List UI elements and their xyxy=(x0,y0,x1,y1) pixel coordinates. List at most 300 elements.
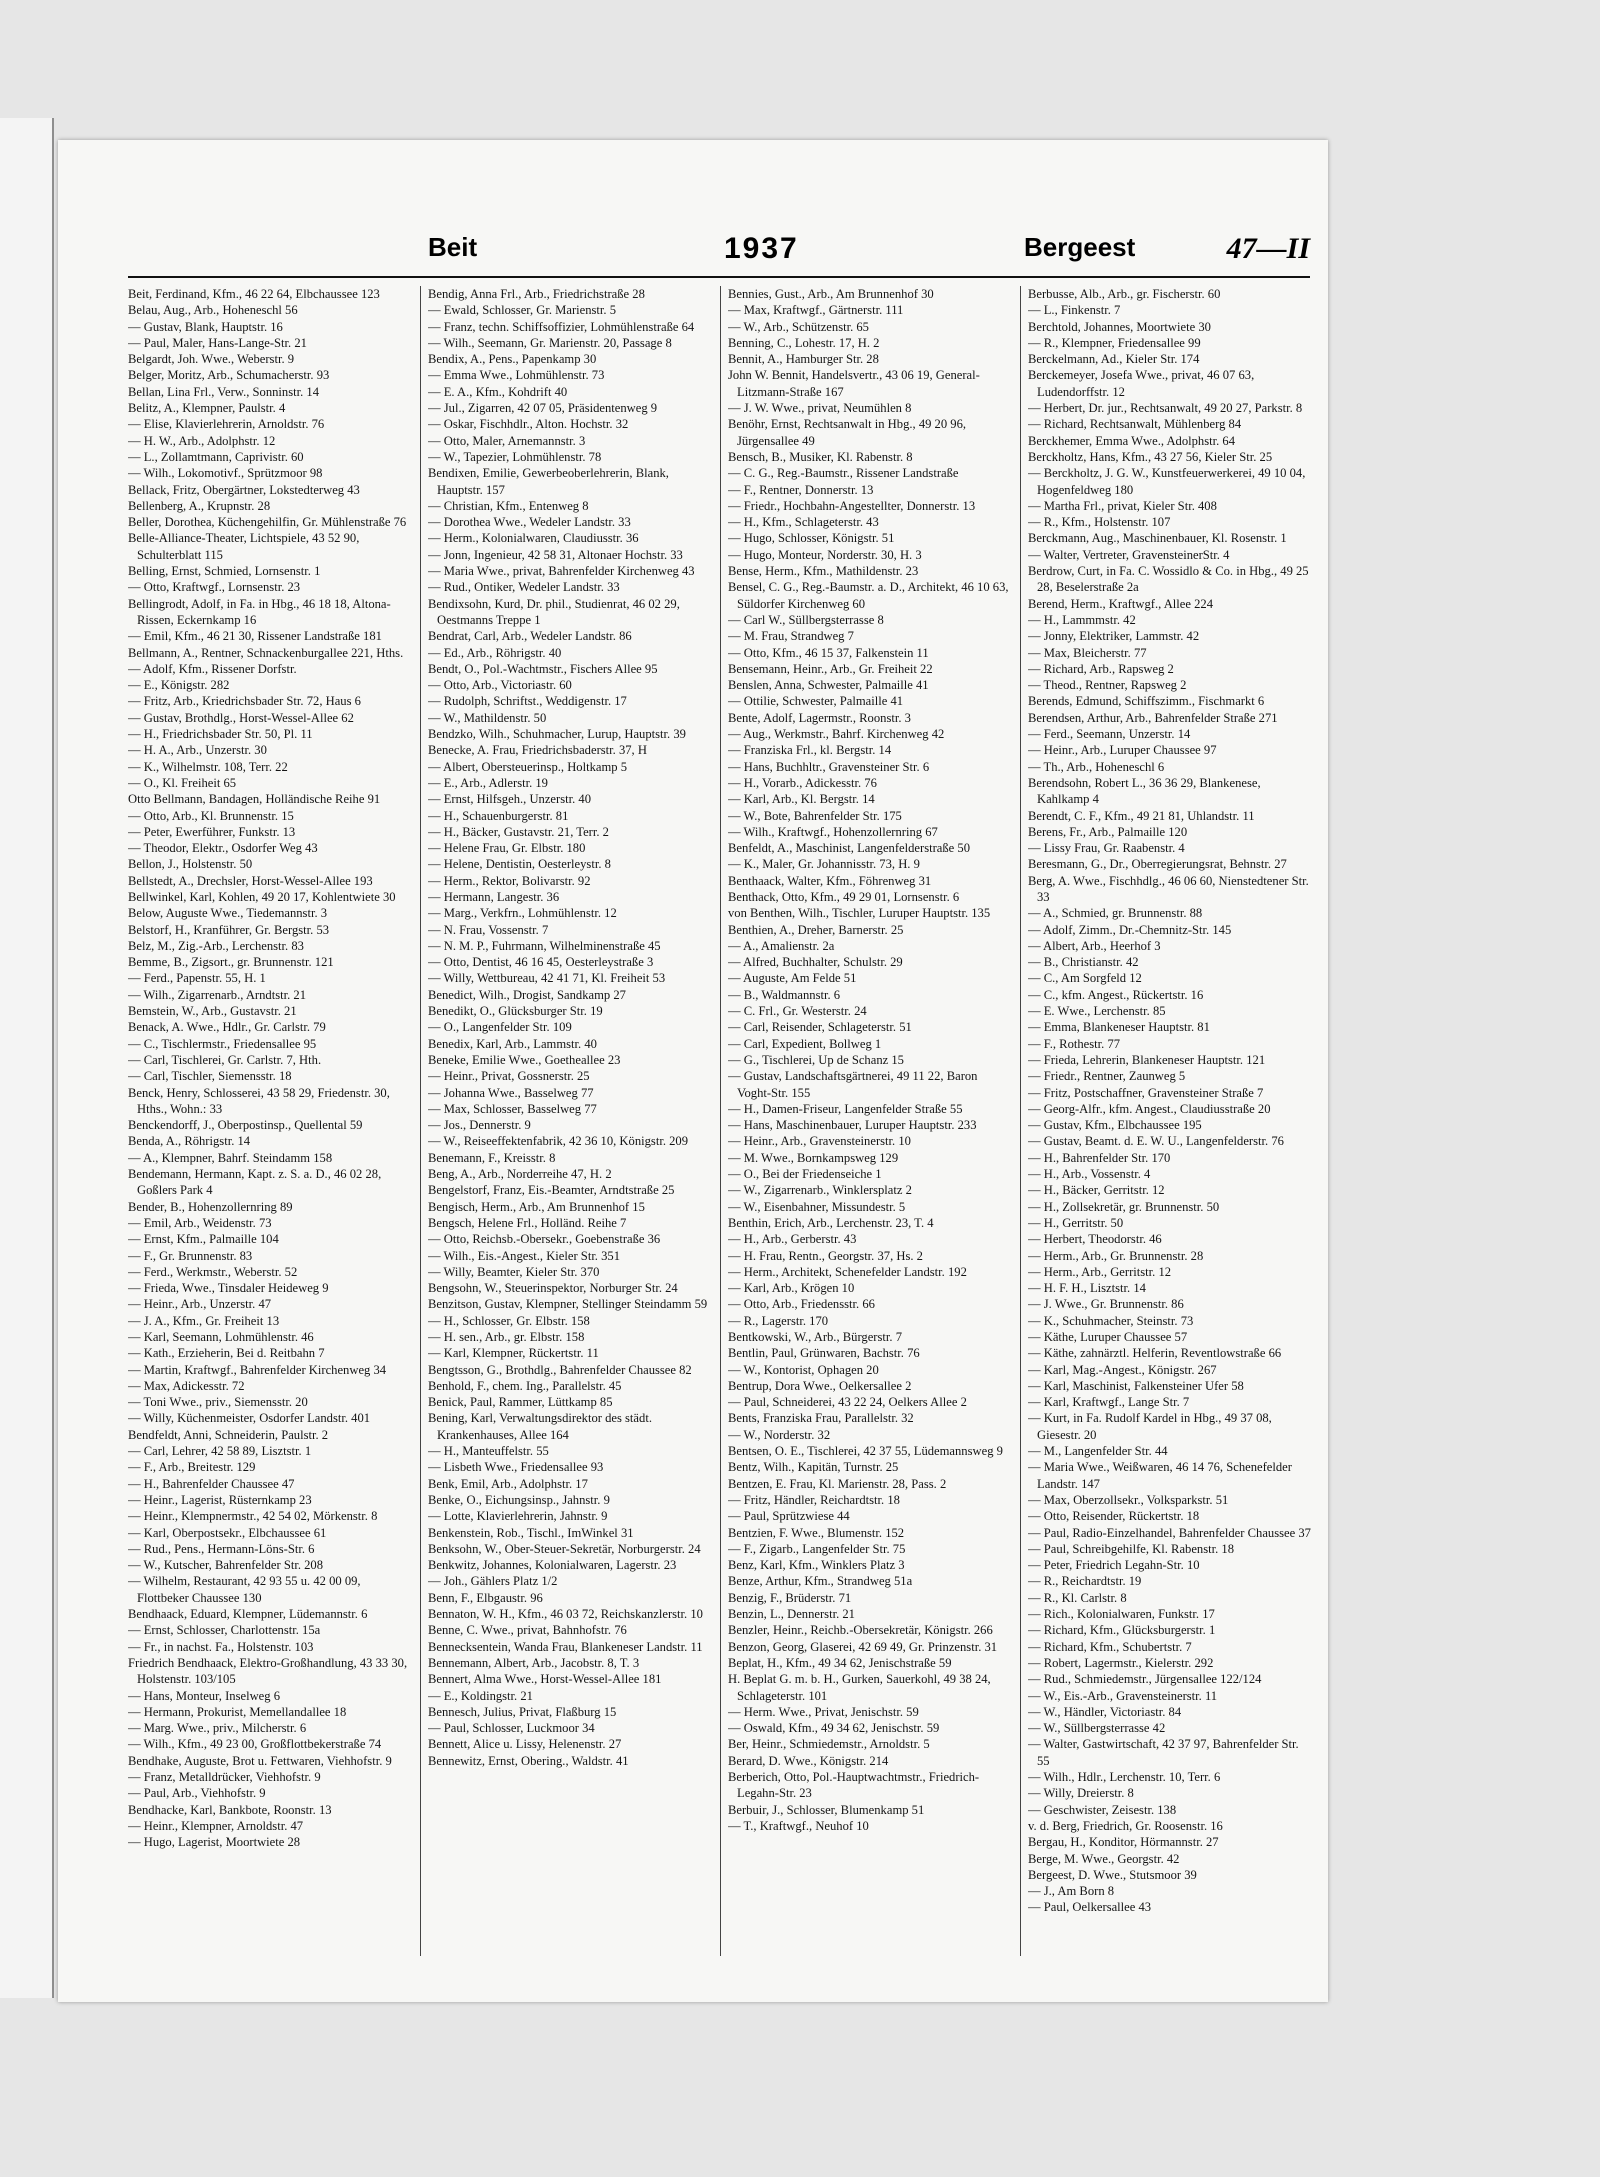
directory-entry: Berckholtz, Hans, Kfm., 43 27 56, Kieler Str. 25 xyxy=(1028,449,1273,464)
directory-entry: — M. Frau, Strandweg 7 xyxy=(728,629,854,644)
directory-entry: — Käthe, Luruper Chaussee 57 xyxy=(1028,1330,1188,1344)
directory-entry: Benz, Karl, Kfm., Winklers Platz 3 xyxy=(728,1558,905,1573)
directory-entry: — Ernst, Schlosser, Charlottenstr. 15a xyxy=(128,1623,321,1638)
directory-entry: Below, Auguste Wwe., Tiedemannstr. 3 xyxy=(128,906,328,921)
directory-entry: — K., Wilhelmstr. 108, Terr. 22 xyxy=(128,759,288,774)
directory-entry: Beneke, Emilie Wwe., Goetheallee 23 xyxy=(428,1052,621,1067)
directory-entry: — O., Bei der Friedenseiche 1 xyxy=(728,1167,882,1182)
directory-entry: — Gustav, Blank, Hauptstr. 16 xyxy=(128,319,283,334)
directory-entry: Berckmann, Aug., Maschinenbauer, Kl. Rosenstr. 1 xyxy=(1028,531,1287,546)
directory-entry: — Richard, Rechtsanwalt, Mühlenberg 84 xyxy=(1028,417,1242,432)
directory-entry: Berckelmann, Ad., Kieler Str. 174 xyxy=(1028,352,1200,367)
directory-entry: — Th., Arb., Hoheneschl 6 xyxy=(1028,759,1165,774)
directory-entry: Bellingrodt, Adolf, in Fa. in Hbg., 46 18 18, Altona-Rissen, Eckernkamp 16 xyxy=(128,596,391,627)
directory-entry: — Adolf, Zimm., Dr.-Chemnitz-Str. 145 xyxy=(1028,922,1232,937)
directory-entry: Bemstein, W., Arb., Gustavstr. 21 xyxy=(128,1004,297,1019)
directory-entry: — Max, Adickesstr. 72 xyxy=(128,1378,245,1393)
directory-entry: — J. W. Wwe., privat, Neumühlen 8 xyxy=(728,401,912,416)
directory-entry: — Toni Wwe., priv., Siemensstr. 20 xyxy=(128,1395,308,1410)
directory-entry: — N. M. P., Fuhrmann, Wilhelminenstraße 45 xyxy=(428,938,661,953)
directory-entry: Bellack, Fritz, Obergärtner, Lokstedterweg 43 xyxy=(128,482,360,497)
directory-entry: — F., Rentner, Donnerstr. 13 xyxy=(728,482,874,497)
directory-entry: — H., Lammmstr. 42 xyxy=(1028,612,1136,627)
directory-entry: — Paul, Radio-Einzelhandel, Bahrenfelder Chaussee 37 xyxy=(1028,1525,1311,1540)
directory-entry: — Ernst, Hilfsgeh., Unzerstr. 40 xyxy=(428,792,591,807)
directory-entry: — Georg-Alfr., kfm. Angest., Claudiusstraße 20 xyxy=(1028,1101,1271,1116)
directory-entry: — Gustav, Brothdlg., Horst-Wessel-Allee 62 xyxy=(128,710,354,725)
directory-entry: — Geschwister, Zeisestr. 138 xyxy=(1028,1802,1177,1817)
directory-entry: — Paul, Schlosser, Luckmoor 34 xyxy=(428,1721,595,1736)
directory-entry: — Heinr., Arb., Unzerstr. 47 xyxy=(128,1297,272,1312)
directory-entry: Bennecksentein, Wanda Frau, Blankeneser Landstr. 11 xyxy=(428,1639,703,1654)
directory-entry: — H. Frau, Rentn., Georgstr. 37, Hs. 2 xyxy=(728,1248,923,1263)
directory-entry: — Hugo, Monteur, Norderstr. 30, H. 3 xyxy=(728,547,922,562)
directory-entry: Berdrow, Curt, in Fa. C. Wossidlo & Co. in Hbg., 49 25 28, Beselerstraße 2a xyxy=(1028,564,1309,595)
directory-entry: — F., Gr. Brunnenstr. 83 xyxy=(128,1248,253,1263)
directory-entry: — Jonn, Ingenieur, 42 58 31, Altonaer Hochstr. 33 xyxy=(428,547,683,562)
directory-entry: Benhold, F., chem. Ing., Parallelstr. 45 xyxy=(428,1378,622,1393)
directory-entry: — J. A., Kfm., Gr. Freiheit 13 xyxy=(128,1313,280,1328)
directory-entry: — Herm., Arb., Gerritstr. 12 xyxy=(1028,1264,1172,1279)
directory-entry: — M., Langenfelder Str. 44 xyxy=(1028,1444,1168,1459)
directory-entry: — H., Bäcker, Gustavstr. 21, Terr. 2 xyxy=(428,824,609,839)
directory-entry: Bendhaack, Eduard, Klempner, Lüdemannstr. 6 xyxy=(128,1607,368,1622)
directory-entry: — F., Rothestr. 77 xyxy=(1028,1036,1121,1051)
directory-entry: — Karl, Seemann, Lohmühlenstr. 46 xyxy=(128,1330,314,1344)
directory-entry: Beng, A., Arb., Norderreihe 47, H. 2 xyxy=(428,1167,612,1182)
directory-entry: — M. Wwe., Bornkampsweg 129 xyxy=(728,1150,899,1165)
directory-entry: — Otto, Dentist, 46 16 45, Oesterleystraße 3 xyxy=(428,955,654,970)
directory-entry: Bentzen, E. Frau, Kl. Marienstr. 28, Pass. 2 xyxy=(728,1476,947,1491)
directory-entry: — Lotte, Klavierlehrerin, Jahnstr. 9 xyxy=(428,1509,608,1524)
directory-entry: — Fritz, Postschaffner, Gravensteiner Straße 7 xyxy=(1028,1085,1264,1100)
directory-entry: — R., Kl. Carlstr. 8 xyxy=(1028,1590,1127,1605)
directory-entry: Benzon, Georg, Glaserei, 42 69 49, Gr. Prinzenstr. 31 xyxy=(728,1639,998,1654)
directory-entry: — Otto, Reichsb.-Obersekr., Goebenstraße 36 xyxy=(428,1232,661,1247)
directory-entry: Otto Bellmann, Bandagen, Holländische Reihe 91 xyxy=(128,792,381,807)
directory-entry: Bellstedt, A., Drechsler, Horst-Wessel-Allee 193 xyxy=(128,873,373,888)
directory-entry: Bendix, A., Pens., Papenkamp 30 xyxy=(428,352,597,367)
directory-column-4 xyxy=(1028,286,1313,1966)
directory-entry: Bellan, Lina Frl., Verw., Sonninstr. 14 xyxy=(128,384,319,399)
directory-entry: — Theodor, Elektr., Osdorfer Weg 43 xyxy=(128,841,318,856)
directory-entry: — Frieda, Lehrerin, Blankeneser Hauptstr. 121 xyxy=(1028,1052,1266,1067)
directory-entry: — Wilh., Kraftwgf., Hohenzollernring 67 xyxy=(728,824,938,839)
directory-entry: Benzler, Heinr., Reichb.-Obersekretär, Königstr. 266 xyxy=(728,1623,993,1638)
directory-entry: Bengisch, Herm., Arb., Am Brunnenhof 15 xyxy=(428,1199,645,1214)
header-last-entry: Bergeest xyxy=(1024,232,1136,262)
directory-entry: Belau, Aug., Arb., Hoheneschl 56 xyxy=(128,303,298,318)
directory-entry: Belling, Ernst, Schmied, Lornsenstr. 1 xyxy=(128,564,321,579)
directory-entry: — K., Maler, Gr. Johannisstr. 73, H. 9 xyxy=(728,857,920,872)
header-rule xyxy=(128,276,1310,278)
directory-entry: Berendsen, Arthur, Arb., Bahrenfelder Straße 271 xyxy=(1028,710,1278,725)
directory-entry: — Frieda, Wwe., Tinsdaler Heideweg 9 xyxy=(128,1281,329,1296)
directory-entry: Bennaton, W. H., Kfm., 46 03 72, Reichskanzlerstr. 10 xyxy=(428,1607,703,1622)
directory-entry: Bendemann, Hermann, Kapt. z. S. a. D., 46 02 28, Goßlers Park 4 xyxy=(128,1167,382,1198)
directory-entry: Bents, Franziska Frau, Parallelstr. 32 xyxy=(728,1411,914,1426)
directory-entry: — Herm., Rektor, Bolivarstr. 92 xyxy=(428,873,591,888)
directory-entry: — Fr., in nachst. Fa., Holstenstr. 103 xyxy=(128,1639,314,1654)
directory-entry: Bennett, Alice u. Lissy, Helenenstr. 27 xyxy=(428,1737,622,1752)
directory-entry: — E., Koldingstr. 21 xyxy=(428,1688,533,1703)
directory-entry: — Karl, Klempner, Rückertstr. 11 xyxy=(428,1346,599,1361)
directory-entry: Belitz, A., Klempner, Paulstr. 4 xyxy=(128,401,286,416)
directory-entry: Benning, C., Lohestr. 17, H. 2 xyxy=(728,335,880,350)
directory-entry: — Marg. Wwe., priv., Milcherstr. 6 xyxy=(128,1721,307,1736)
directory-entry: — C. Frl., Gr. Westerstr. 24 xyxy=(728,1004,867,1019)
directory-entry: — H., Damen-Friseur, Langenfelder Straße 55 xyxy=(728,1101,963,1116)
directory-entry: Bentlin, Paul, Grünwaren, Bachstr. 76 xyxy=(728,1346,920,1361)
directory-entry: — Albert, Arb., Heerhof 3 xyxy=(1028,938,1161,953)
directory-entry: — W., Kontorist, Ophagen 20 xyxy=(728,1362,879,1377)
directory-entry: — Carl, Tischler, Siemensstr. 18 xyxy=(128,1069,292,1084)
directory-entry: — H., Schauenburgerstr. 81 xyxy=(428,808,569,823)
directory-entry: Bendig, Anna Frl., Arb., Friedrichstraße 28 xyxy=(428,287,645,301)
directory-entry: — Richard, Kfm., Glücksburgerstr. 1 xyxy=(1028,1623,1216,1638)
directory-entry: Berard, D. Wwe., Königstr. 214 xyxy=(728,1753,889,1768)
directory-entry: — Karl, Kraftwgf., Lange Str. 7 xyxy=(1028,1395,1190,1410)
directory-column-2 xyxy=(428,286,713,1966)
directory-page xyxy=(58,140,1328,2002)
directory-entry: — Paul, Schreibgehilfe, Kl. Rabenstr. 18 xyxy=(1028,1541,1235,1556)
directory-entry: — R., Kfm., Holstenstr. 107 xyxy=(1028,515,1171,530)
directory-entry: — Franziska Frl., kl. Bergstr. 14 xyxy=(728,743,892,758)
directory-entry: — Friedr., Hochbahn-Angestellter, Donnerstr. 13 xyxy=(728,498,976,513)
directory-entry: — Maria Wwe., privat, Bahrenfelder Kirchenweg 43 xyxy=(428,564,695,579)
directory-entry: — Walter, Vertreter, GravensteinerStr. 4 xyxy=(1028,547,1230,562)
directory-entry: — Hans, Buchhltr., Gravensteiner Str. 6 xyxy=(728,759,930,774)
directory-entry: Benze, Arthur, Kfm., Strandweg 51a xyxy=(728,1574,913,1589)
directory-entry: Bendhacke, Karl, Bankbote, Roonstr. 13 xyxy=(128,1802,332,1817)
directory-entry: — W., Bote, Bahrenfelder Str. 175 xyxy=(728,808,902,823)
directory-entry: — Max, Oberzollsekr., Volksparkstr. 51 xyxy=(1028,1492,1229,1507)
directory-entry: Benick, Paul, Rammer, Lüttkamp 85 xyxy=(428,1395,613,1410)
directory-entry: Berckhemer, Emma Wwe., Adolphstr. 64 xyxy=(1028,433,1236,448)
directory-entry: John W. Bennit, Handelsvertr., 43 06 19, General-Litzmann-Straße 167 xyxy=(728,368,980,399)
directory-entry: — Willy, Wettbureau, 42 41 71, Kl. Freiheit 53 xyxy=(428,971,666,986)
directory-entry: Bender, B., Hohenzollernring 89 xyxy=(128,1199,293,1214)
directory-entry: — Otto, Kfm., 46 15 37, Falkenstein 11 xyxy=(728,645,929,660)
directory-entry: — H., Schlosser, Gr. Elbstr. 158 xyxy=(428,1313,590,1328)
directory-entry: — C., Tischlermstr., Friedensallee 95 xyxy=(128,1036,317,1051)
directory-entry: Benthaack, Walter, Kfm., Föhrenweg 31 xyxy=(728,873,932,888)
directory-entry: — Hans, Maschinenbauer, Luruper Hauptstr. 233 xyxy=(728,1118,977,1133)
directory-entry: — Emma Wwe., Lohmühlenstr. 73 xyxy=(428,368,605,383)
directory-entry: — Wilh., Zigarrenarb., Arndtstr. 21 xyxy=(128,987,306,1002)
directory-entry: — Ferd., Papenstr. 55, H. 1 xyxy=(128,971,266,986)
directory-entry: Bennit, A., Hamburger Str. 28 xyxy=(728,352,879,367)
directory-entry: Benemann, F., Kreisstr. 8 xyxy=(428,1150,556,1165)
directory-entry: — Hermann, Prokurist, Memellandallee 18 xyxy=(128,1704,347,1719)
directory-entry: Bendhake, Auguste, Brot u. Fettwaren, Viehhofstr. 9 xyxy=(128,1753,392,1768)
directory-entry: — Herm., Kolonialwaren, Claudiusstr. 36 xyxy=(428,531,639,546)
directory-entry: — W., Eisenbahner, Missundestr. 5 xyxy=(728,1199,906,1214)
directory-entry: — Franz, techn. Schiffsoffizier, Lohmühlenstraße 64 xyxy=(428,319,695,334)
directory-entry: — Heinr., Arb., Luruper Chaussee 97 xyxy=(1028,743,1217,758)
directory-entry: — T., Kraftwgf., Neuhof 10 xyxy=(728,1818,869,1833)
directory-entry: Bendrat, Carl, Arb., Wedeler Landstr. 86 xyxy=(428,629,632,644)
directory-entry: Berendsohn, Robert L., 36 36 29, Blankenese, Kahlkamp 4 xyxy=(1028,775,1261,807)
directory-entry: Bemme, B., Zigsort., gr. Brunnenstr. 121 xyxy=(128,955,334,970)
directory-entry: Bennert, Alma Wwe., Horst-Wessel-Allee 181 xyxy=(428,1672,662,1687)
directory-entry: — Wilh., Seemann, Gr. Marienstr. 20, Passage 8 xyxy=(428,335,672,350)
directory-entry: — Martha Frl., privat, Kieler Str. 408 xyxy=(1028,498,1217,513)
directory-entry: — J., Am Born 8 xyxy=(1028,1884,1115,1899)
directory-entry: — Albert, Obersteuerinsp., Holtkamp 5 xyxy=(428,759,628,774)
directory-entry: — Richard, Kfm., Schubertstr. 7 xyxy=(1028,1639,1192,1654)
directory-entry: Bennemann, Albert, Arb., Jacobstr. 8, T. 3 xyxy=(428,1655,640,1670)
directory-entry: — Rich., Kolonialwaren, Funkstr. 17 xyxy=(1028,1607,1215,1622)
directory-entry: — H. A., Arb., Unzerstr. 30 xyxy=(128,743,267,758)
directory-entry: — H., Friedrichsbader Str. 50, Pl. 11 xyxy=(128,727,313,742)
directory-entry: — J. Wwe., Gr. Brunnenstr. 86 xyxy=(1028,1297,1184,1312)
directory-entry: Beresmann, G., Dr., Oberregierungsrat, Behnstr. 27 xyxy=(1028,857,1287,872)
directory-entry: — Ferd., Werkmstr., Weberstr. 52 xyxy=(128,1264,298,1279)
directory-entry: — Fritz, Händler, Reichardtstr. 18 xyxy=(728,1492,900,1507)
directory-entry: Beit, Ferdinand, Kfm., 46 22 64, Elbchaussee 123 xyxy=(128,287,380,301)
directory-entry: Bellwinkel, Karl, Kohlen, 49 20 17, Kohlentwiete 30 xyxy=(128,889,396,904)
directory-entry: — E., Königstr. 282 xyxy=(128,678,230,693)
directory-entry: Berberich, Otto, Pol.-Hauptwachtmstr., Friedrich-Legahn-Str. 23 xyxy=(728,1770,980,1801)
directory-entry: — Rud., Ontiker, Wedeler Landstr. 33 xyxy=(428,580,620,595)
directory-entry: Bergau, H., Konditor, Hörmannstr. 27 xyxy=(1028,1835,1219,1850)
directory-entry: — A., Amalienstr. 2a xyxy=(728,938,835,953)
directory-entry: — Karl, Mag.-Angest., Königstr. 267 xyxy=(1028,1362,1217,1377)
directory-entry: Benkenstein, Rob., Tischl., ImWinkel 31 xyxy=(428,1525,634,1540)
directory-entry: — W., Händler, Victoriastr. 84 xyxy=(1028,1704,1182,1719)
directory-entry: Bengsch, Helene Frl., Holländ. Reihe 7 xyxy=(428,1215,627,1230)
directory-entry: — Paul, Arb., Viehhofstr. 9 xyxy=(128,1786,266,1801)
directory-entry: — Otto, Maler, Arnemannstr. 3 xyxy=(428,433,586,448)
directory-entry: — Otto, Arb., Friedensstr. 66 xyxy=(728,1297,875,1312)
directory-entry: — Otto, Reisender, Rückertstr. 18 xyxy=(1028,1509,1200,1524)
directory-entry: — Adolf, Kfm., Rissener Dorfstr. xyxy=(128,661,297,676)
directory-entry: Benöhr, Ernst, Rechtsanwalt in Hbg., 49 20 96, Jürgensallee 49 xyxy=(728,417,967,448)
directory-entry: — Robert, Lagermstr., Kielerstr. 292 xyxy=(1028,1655,1214,1670)
directory-entry: Bentsen, O. E., Tischlerei, 42 37 55, Lüdemannsweg 9 xyxy=(728,1444,1003,1459)
directory-entry: Belz, M., Zig.-Arb., Lerchenstr. 83 xyxy=(128,938,304,953)
directory-entry: — Herbert, Theodorstr. 46 xyxy=(1028,1232,1162,1247)
directory-entry: — Ed., Arb., Röhrigstr. 40 xyxy=(428,645,562,660)
directory-entry: Bendfeldt, Anni, Schneiderin, Paulstr. 2 xyxy=(128,1427,329,1442)
directory-entry: Bennewitz, Ernst, Obering., Waldstr. 41 xyxy=(428,1753,629,1768)
directory-entry: — Lisbeth Wwe., Friedensallee 93 xyxy=(428,1460,604,1475)
directory-entry: — Carl W., Süllbergsterrasse 8 xyxy=(728,612,884,627)
directory-entry: von Benthen, Wilh., Tischler, Luruper Hauptstr. 135 xyxy=(728,906,991,921)
directory-entry: — H., Bahrenfelder Chaussee 47 xyxy=(128,1476,295,1491)
directory-entry: — Heinr., Privat, Gossnerstr. 25 xyxy=(428,1069,590,1084)
directory-entry: — Otto, Arb., Victoriastr. 60 xyxy=(428,678,572,693)
directory-entry: Benzitson, Gustav, Klempner, Stellinger Steindamm 59 xyxy=(428,1297,708,1312)
directory-entry: — B., Christianstr. 42 xyxy=(1028,955,1139,970)
directory-entry: — Hugo, Lagerist, Moortwiete 28 xyxy=(128,1835,301,1850)
directory-entry: — W., Süllbergsterrasse 42 xyxy=(1028,1721,1166,1736)
directory-entry: — Fritz, Arb., Kriedrichsbader Str. 72, Haus 6 xyxy=(128,694,361,709)
directory-entry: Benthin, Erich, Arb., Lerchenstr. 23, T. 4 xyxy=(728,1215,934,1230)
directory-entry: — Aug., Werkmstr., Bahrf. Kirchenweg 42 xyxy=(728,727,945,742)
directory-entry: — Jonny, Elektriker, Lammstr. 42 xyxy=(1028,629,1200,644)
directory-entry: — E. Wwe., Lerchenstr. 85 xyxy=(1028,1004,1166,1019)
directory-entry: — A., Schmied, gr. Brunnenstr. 88 xyxy=(1028,906,1203,921)
directory-entry: — Ernst, Kfm., Palmaille 104 xyxy=(128,1232,279,1247)
directory-entry: Benedix, Karl, Arb., Lammstr. 40 xyxy=(428,1036,597,1051)
column-divider xyxy=(1020,286,1021,1956)
directory-entry: — Martin, Kraftwgf., Bahrenfelder Kirchenweg 34 xyxy=(128,1362,387,1377)
directory-entry: Bendixsohn, Kurd, Dr. phil., Studienrat, 46 02 29, Oestmanns Treppe 1 xyxy=(428,596,680,627)
directory-entry: — Gustav, Kfm., Elbchaussee 195 xyxy=(1028,1118,1202,1133)
directory-entry: — O., Kl. Freiheit 65 xyxy=(128,775,237,790)
directory-column-3 xyxy=(728,286,1013,1966)
directory-entry: H. Beplat G. m. b. H., Gurken, Sauerkohl, 49 38 24, Schlageterstr. 101 xyxy=(728,1672,991,1703)
directory-entry: Benedikt, O., Glücksburger Str. 19 xyxy=(428,1004,603,1019)
directory-entry: — R., Klempner, Friedensallee 99 xyxy=(1028,335,1201,350)
directory-entry: Benne, C. Wwe., privat, Bahnhofstr. 76 xyxy=(428,1623,627,1638)
page-header xyxy=(128,232,1310,272)
directory-entry: — Paul, Schneiderei, 43 22 24, Oelkers Allee 2 xyxy=(728,1395,967,1410)
directory-entry: — Max, Schlosser, Basselweg 77 xyxy=(428,1101,597,1116)
directory-entry: — Walter, Gastwirtschaft, 42 37 97, Bahrenfelder Str. 55 xyxy=(1028,1737,1299,1768)
directory-entry: — Christian, Kfm., Entenweg 8 xyxy=(428,498,589,513)
directory-entry: — Heinr., Arb., Gravensteinerstr. 10 xyxy=(728,1134,911,1149)
directory-entry: — H., Kfm., Schlageterstr. 43 xyxy=(728,515,879,530)
directory-entry: Bentrup, Dora Wwe., Oelkersallee 2 xyxy=(728,1378,912,1393)
directory-entry: — Karl, Maschinist, Falkensteiner Ufer 58 xyxy=(1028,1378,1244,1393)
directory-entry: — H., Manteuffelstr. 55 xyxy=(428,1444,549,1459)
directory-entry: — Heinr., Lagerist, Rüsternkamp 23 xyxy=(128,1492,312,1507)
directory-entry: — Hugo, Schlosser, Königstr. 51 xyxy=(728,531,895,546)
directory-entry: — W., Arb., Schützenstr. 65 xyxy=(728,319,869,334)
directory-entry: — Willy, Dreierstr. 8 xyxy=(1028,1786,1134,1801)
directory-entry: — Hermann, Langestr. 36 xyxy=(428,889,560,904)
directory-entry: — H., Arb., Vossenstr. 4 xyxy=(1028,1167,1151,1182)
header-first-entry: Beit xyxy=(428,232,478,262)
directory-entry: — H., Bahrenfelder Str. 170 xyxy=(1028,1150,1171,1165)
page-number: 47—II xyxy=(1226,232,1310,265)
directory-entry: Belle-Alliance-Theater, Lichtspiele, 43 52 90, Schulterblatt 115 xyxy=(128,531,360,562)
directory-entry: — Dorothea Wwe., Wedeler Landstr. 33 xyxy=(428,515,631,530)
directory-entry: — Wilh., Kfm., 49 23 00, Großflottbekerstraße 74 xyxy=(128,1737,382,1752)
directory-entry: — E. A., Kfm., Kohdrift 40 xyxy=(428,384,568,399)
directory-entry: — Karl, Arb., Kl. Bergstr. 14 xyxy=(728,792,875,807)
directory-entry: Benn, F., Elbgaustr. 96 xyxy=(428,1590,543,1605)
directory-entry: — Carl, Tischlerei, Gr. Carlstr. 7, Hth. xyxy=(128,1052,322,1067)
directory-entry: — Marg., Verkfrn., Lohmühlenstr. 12 xyxy=(428,906,617,921)
directory-entry: — Oswald, Kfm., 49 34 62, Jenischstr. 59 xyxy=(728,1721,940,1736)
directory-entry: — R., Lagerstr. 170 xyxy=(728,1313,829,1328)
directory-entry: Bergeest, D. Wwe., Stutsmoor 39 xyxy=(1028,1867,1197,1882)
directory-entry: — H., Vorarb., Adickesstr. 76 xyxy=(728,775,877,790)
directory-entry: — G., Tischlerei, Up de Schanz 15 xyxy=(728,1052,904,1067)
directory-entry: — H., Arb., Gerberstr. 43 xyxy=(728,1232,857,1247)
directory-entry: Ber, Heinr., Schmiedemstr., Arnoldstr. 5 xyxy=(728,1737,930,1752)
directory-entry: Bellon, J., Holstenstr. 50 xyxy=(128,857,253,872)
directory-entry: — Max, Bleicherstr. 77 xyxy=(1028,645,1147,660)
directory-entry: — Wilhelm, Restaurant, 42 93 55 u. 42 00 09, Flottbeker Chaussee 130 xyxy=(128,1574,361,1605)
directory-entry: — H., Gerritstr. 50 xyxy=(1028,1215,1124,1230)
directory-entry: — Herbert, Dr. jur., Rechtsanwalt, 49 20 27, Parkstr. 8 xyxy=(1028,401,1303,416)
directory-entry: Bendzko, Wilh., Schuhmacher, Lurup, Hauptstr. 39 xyxy=(428,727,686,742)
directory-entry: — Carl, Lehrer, 42 58 89, Lisztstr. 1 xyxy=(128,1444,312,1459)
directory-entry: — H., Zollsekretär, gr. Brunnenstr. 50 xyxy=(1028,1199,1220,1214)
directory-entry: Berckemeyer, Josefa Wwe., privat, 46 07 63, Ludendorffstr. 12 xyxy=(1028,368,1255,399)
directory-entry: — W., Norderstr. 32 xyxy=(728,1427,831,1442)
directory-entry: Belger, Moritz, Arb., Schumacherstr. 93 xyxy=(128,368,330,383)
directory-entry: Bentkowski, W., Arb., Bürgerstr. 7 xyxy=(728,1330,902,1344)
directory-entry: — F., Zigarb., Langenfelder Str. 75 xyxy=(728,1541,906,1556)
directory-entry: — Peter, Friedrich Legahn-Str. 10 xyxy=(1028,1558,1200,1573)
directory-entry: Bensch, B., Musiker, Kl. Rabenstr. 8 xyxy=(728,449,913,464)
directory-entry: Belstorf, H., Kranführer, Gr. Bergstr. 53 xyxy=(128,922,330,937)
directory-entry: Berge, M. Wwe., Georgstr. 42 xyxy=(1028,1851,1180,1866)
directory-entry: — Kath., Erzieherin, Bei d. Reitbahn 7 xyxy=(128,1346,325,1361)
directory-entry: Bentzien, F. Wwe., Blumenstr. 152 xyxy=(728,1525,905,1540)
directory-entry: — H., Bäcker, Gerritstr. 12 xyxy=(1028,1183,1165,1198)
directory-entry: — W., Eis.-Arb., Gravensteinerstr. 11 xyxy=(1028,1688,1218,1703)
directory-entry: — Rudolph, Schriftst., Weddigenstr. 17 xyxy=(428,694,627,709)
directory-entry: Berchtold, Johannes, Moortwiete 30 xyxy=(1028,319,1211,334)
directory-entry: — Jul., Zigarren, 42 07 05, Präsidentenweg 9 xyxy=(428,401,658,416)
directory-entry: — H. sen., Arb., gr. Elbstr. 158 xyxy=(428,1330,585,1344)
directory-entry: Bengelstorf, Franz, Eis.-Beamter, Arndtstraße 25 xyxy=(428,1183,675,1198)
directory-entry: Benda, A., Röhrigstr. 14 xyxy=(128,1134,251,1149)
directory-entry: Benack, A. Wwe., Hdlr., Gr. Carlstr. 79 xyxy=(128,1020,326,1035)
directory-entry: Benk, Emil, Arb., Adolphstr. 17 xyxy=(428,1476,588,1491)
directory-entry: — N. Frau, Vossenstr. 7 xyxy=(428,922,549,937)
directory-entry: Benfeldt, A., Maschinist, Langenfelderstraße 50 xyxy=(728,841,971,856)
directory-entry: — Emma, Blankeneser Hauptstr. 81 xyxy=(1028,1020,1210,1035)
directory-entry: Bening, Karl, Verwaltungsdirektor des städt. Krankenhauses, Allee 164 xyxy=(428,1411,652,1442)
directory-entry: Bendt, O., Pol.-Wachtmstr., Fischers Allee 95 xyxy=(428,661,658,676)
directory-entry: — W., Mathildenstr. 50 xyxy=(428,710,547,725)
directory-entry: — Rud., Schmiedemstr., Jürgensallee 122/124 xyxy=(1028,1672,1262,1687)
directory-entry: — O., Langenfelder Str. 109 xyxy=(428,1020,572,1035)
directory-entry: — Helene Frau, Gr. Elbstr. 180 xyxy=(428,841,586,856)
directory-entry: — E., Arb., Adlerstr. 19 xyxy=(428,775,548,790)
directory-entry: — Friedr., Rentner, Zaunweg 5 xyxy=(1028,1069,1186,1084)
directory-entry: Benslen, Anna, Schwester, Palmaille 41 xyxy=(728,678,929,693)
directory-entry: — K., Schuhmacher, Steinstr. 73 xyxy=(1028,1313,1194,1328)
directory-entry: — Paul, Oelkersallee 43 xyxy=(1028,1900,1152,1915)
directory-entry: Bengsohn, W., Steuerinspektor, Norburger Str. 24 xyxy=(428,1281,678,1296)
directory-entry: — W., Tapezier, Lohmühlenstr. 78 xyxy=(428,449,602,464)
directory-entry: — Emil, Arb., Weidenstr. 73 xyxy=(128,1215,272,1230)
directory-entry: — W., Kutscher, Bahrenfelder Str. 208 xyxy=(128,1558,324,1573)
directory-entry: — Carl, Expedient, Bollweg 1 xyxy=(728,1036,882,1051)
directory-entry: — W., Zigarrenarb., Winklersplatz 2 xyxy=(728,1183,912,1198)
column-divider xyxy=(420,286,421,1956)
directory-entry: Berendt, C. F., Kfm., 49 21 81, Uhlandstr. 11 xyxy=(1028,808,1255,823)
directory-entry: Benzin, L., Dennerstr. 21 xyxy=(728,1607,855,1622)
directory-entry: — L., Finkenstr. 7 xyxy=(1028,303,1121,318)
directory-entry: Bente, Adolf, Lagermstr., Roonstr. 3 xyxy=(728,710,911,725)
directory-entry: — R., Reichardtstr. 19 xyxy=(1028,1574,1142,1589)
directory-entry: — Max, Kraftwgf., Gärtnerstr. 111 xyxy=(728,303,904,318)
directory-entry: — Helene, Dentistin, Oesterleystr. 8 xyxy=(428,857,611,872)
directory-entry: — Jos., Dennerstr. 9 xyxy=(428,1118,531,1133)
directory-entry: Berbuir, J., Schlosser, Blumenkamp 51 xyxy=(728,1802,925,1817)
directory-entry: — F., Arb., Breitestr. 129 xyxy=(128,1460,256,1475)
directory-entry: — Ottilie, Schwester, Palmaille 41 xyxy=(728,694,904,709)
directory-entry: — Paul, Maler, Hans-Lange-Str. 21 xyxy=(128,335,307,350)
directory-entry: — Rud., Pens., Hermann-Löns-Str. 6 xyxy=(128,1541,315,1556)
directory-entry: — Hans, Monteur, Inselweg 6 xyxy=(128,1688,280,1703)
directory-entry: — Kurt, in Fa. Rudolf Kardel in Hbg., 49 37 08, Giesestr. 20 xyxy=(1028,1411,1272,1442)
directory-column-1 xyxy=(128,286,413,1966)
directory-entry: — Karl, Oberpostsekr., Elbchaussee 61 xyxy=(128,1525,327,1540)
directory-entry: — Otto, Kraftwgf., Lornsenstr. 23 xyxy=(128,580,301,595)
directory-entry: Bensel, C. G., Reg.-Baumstr. a. D., Architekt, 46 10 63, Süldorfer Kirchenweg 60 xyxy=(728,580,1009,611)
